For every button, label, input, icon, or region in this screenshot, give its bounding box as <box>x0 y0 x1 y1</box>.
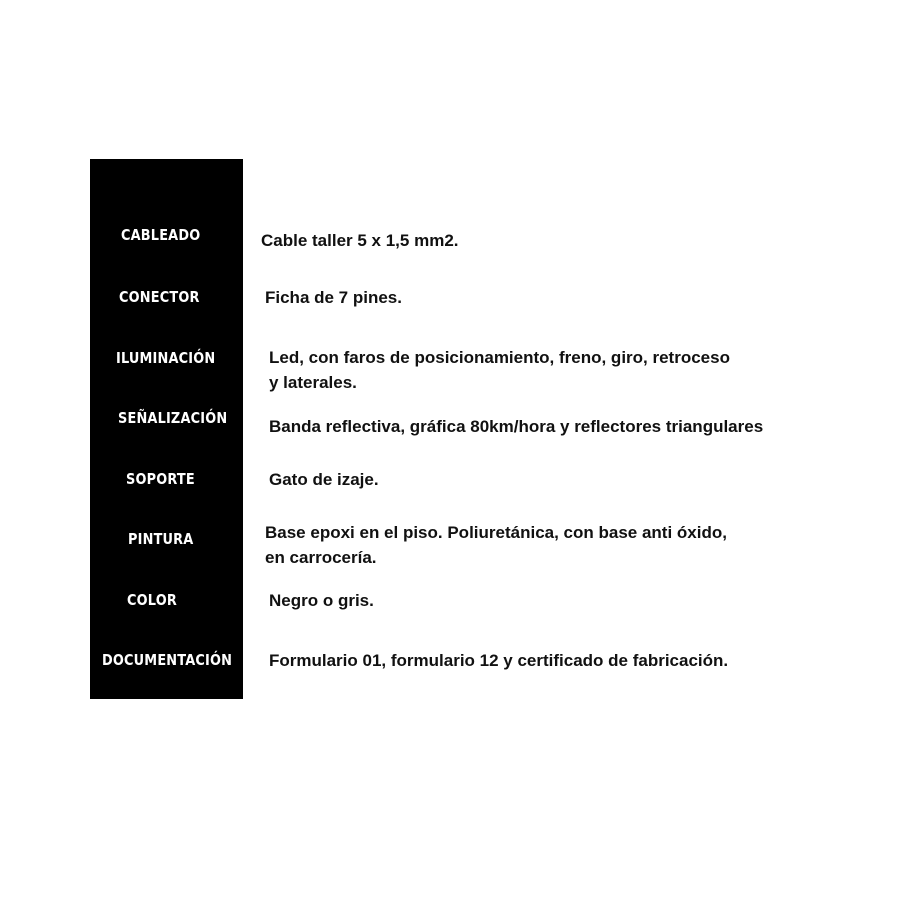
label-pintura: PINTURA <box>128 530 194 548</box>
value-iluminacion-line2: y laterales. <box>269 373 357 392</box>
value-color: Negro o gris. <box>269 591 374 610</box>
label-iluminacion: ILUMINACIÓN <box>116 349 216 367</box>
value-pintura-line1: Base epoxi en el piso. Poliuretánica, con base anti óxido, <box>265 523 727 542</box>
value-pintura-line2: en carrocería. <box>265 548 377 567</box>
value-conector: Ficha de 7 pines. <box>265 288 402 307</box>
label-conector: CONECTOR <box>119 288 200 306</box>
value-cableado: Cable taller 5 x 1,5 mm2. <box>261 231 459 250</box>
value-soporte: Gato de izaje. <box>269 470 379 489</box>
label-documentacion: DOCUMENTACIÓN <box>102 651 233 669</box>
label-cableado: CABLEADO <box>121 226 201 244</box>
value-iluminacion-line1: Led, con faros de posicionamiento, freno, giro, retroceso <box>269 348 730 367</box>
label-senalizacion: SEÑALIZACIÓN <box>118 409 228 427</box>
label-color: COLOR <box>127 591 177 609</box>
label-soporte: SOPORTE <box>126 470 195 488</box>
value-senalizacion: Banda reflectiva, gráfica 80km/hora y reflectores triangulares <box>269 417 764 436</box>
value-documentacion: Formulario 01, formulario 12 y certificado de fabricación. <box>269 651 729 670</box>
